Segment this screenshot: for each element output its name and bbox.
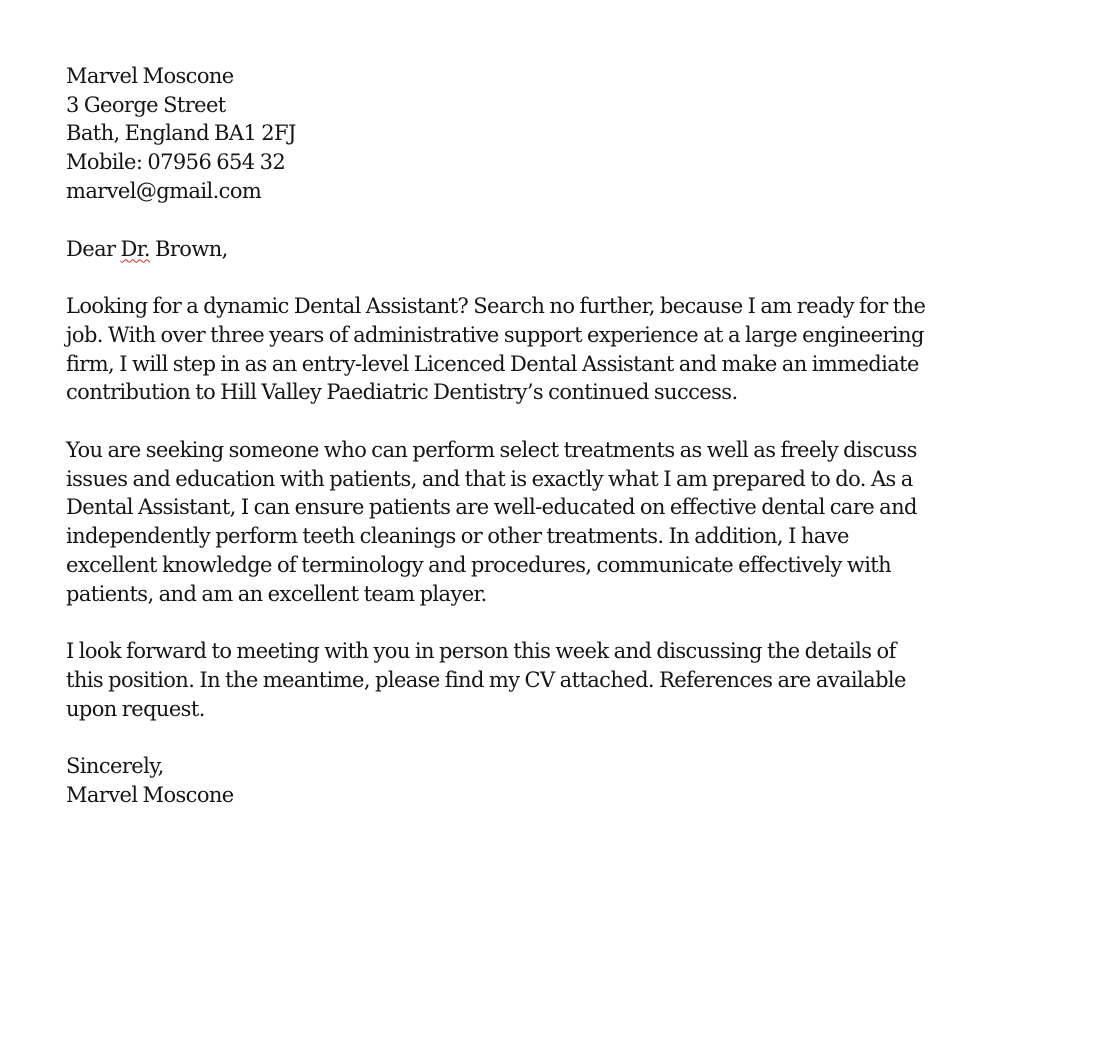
sender-city: Bath, England BA1 2FJ bbox=[66, 121, 296, 146]
paragraph-line: job. With over three years of administrative support experience at a large engineering bbox=[66, 322, 924, 347]
sender-email: marvel@gmail.com bbox=[66, 178, 262, 203]
spacer bbox=[66, 608, 1076, 637]
spacer bbox=[66, 263, 1076, 292]
paragraph-line: upon request. bbox=[66, 696, 205, 721]
paragraph-line: I look forward to meeting with you in person this week and discussing the details of bbox=[66, 639, 896, 664]
sender-mobile: Mobile: 07956 654 32 bbox=[66, 150, 286, 175]
sender-street: 3 George Street bbox=[66, 92, 226, 117]
sender-address-block bbox=[66, 62, 1076, 206]
paragraph-line: excellent knowledge of terminology and procedures, communicate effectively with bbox=[66, 552, 892, 577]
salutation bbox=[66, 235, 1076, 264]
spacer bbox=[66, 407, 1076, 436]
signature-name: Marvel Moscone bbox=[66, 783, 234, 808]
paragraph-closing bbox=[66, 637, 1076, 723]
paragraph-skills bbox=[66, 436, 1076, 608]
paragraph-line: Looking for a dynamic Dental Assistant? Search no further, because I am ready for the bbox=[66, 294, 926, 319]
paragraph-line: this position. In the meantime, please find my CV attached. References are available bbox=[66, 667, 906, 692]
salutation-dear: Dear bbox=[66, 236, 121, 261]
paragraph-line: Dental Assistant, I can ensure patients are well-educated on effective dental care and bbox=[66, 495, 917, 520]
sign-off: Sincerely, bbox=[66, 754, 164, 779]
paragraph-line: independently perform teeth cleanings or other treatments. In addition, I have bbox=[66, 524, 849, 549]
paragraph-line: contribution to Hill Valley Paediatric Dentistry’s continued success. bbox=[66, 380, 738, 405]
cover-letter bbox=[66, 62, 1076, 810]
paragraph-line: issues and education with patients, and that is exactly what I am prepared to do. As a bbox=[66, 466, 913, 491]
paragraph-line: You are seeking someone who can perform select treatments as well as freely discuss bbox=[66, 438, 917, 463]
spacer bbox=[66, 206, 1076, 235]
spacer bbox=[66, 723, 1076, 752]
salutation-line bbox=[66, 235, 1076, 264]
paragraph-intro bbox=[66, 292, 1076, 407]
paragraph-line: patients, and am an excellent team player. bbox=[66, 581, 487, 606]
paragraph-line: firm, I will step in as an entry-level Licenced Dental Assistant and make an immediate bbox=[66, 351, 919, 376]
sender-name: Marvel Moscone bbox=[66, 64, 234, 88]
salutation-name: Brown, bbox=[149, 236, 228, 261]
salutation-title-misspelled[interactable]: Dr. bbox=[120, 236, 150, 261]
signature-block bbox=[66, 752, 1076, 809]
